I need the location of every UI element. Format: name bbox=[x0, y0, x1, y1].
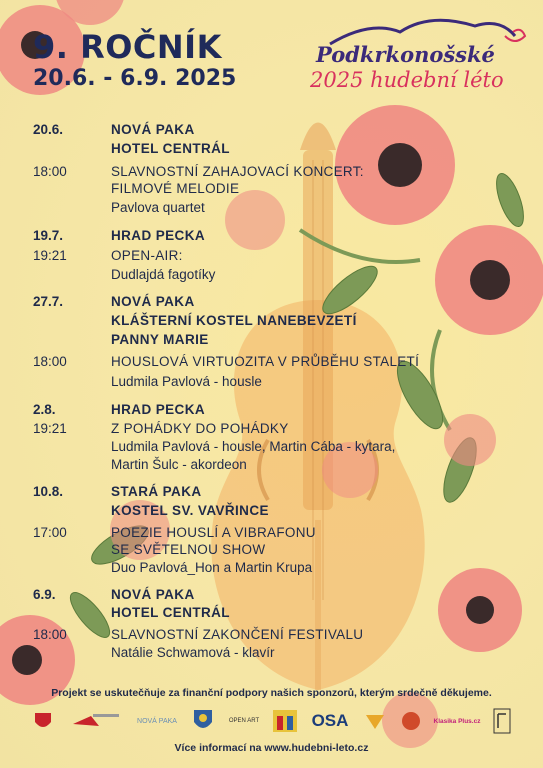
event-program: SLAVNOSTNÍ ZAKONČENÍ FESTIVALU bbox=[111, 627, 364, 642]
event-program: OPEN-AIR: bbox=[111, 248, 183, 263]
red-emblem-logo bbox=[396, 706, 426, 736]
event-date: 20.6. bbox=[33, 122, 64, 137]
event-performer: Dudlajdá fagotíky bbox=[111, 267, 216, 282]
coat-of-arms-logo bbox=[188, 706, 218, 736]
event-date: 10.8. bbox=[33, 484, 64, 499]
event-date: 19.7. bbox=[33, 228, 64, 243]
event-place: KLÁŠTERNÍ KOSTEL NANEBEVZETÍ bbox=[111, 313, 357, 328]
more-info-link[interactable]: Více informací na www.hudebni-leto.cz bbox=[174, 742, 369, 754]
event-place: NOVÁ PAKA bbox=[111, 294, 195, 309]
event-program: SE SVĚTELNOU SHOW bbox=[111, 542, 266, 557]
event-date: 2.8. bbox=[33, 402, 56, 417]
event-place: PANNY MARIE bbox=[111, 332, 209, 347]
yellow-emblem-logo bbox=[360, 706, 390, 736]
castle-logo bbox=[268, 706, 302, 736]
nova-paka-logo: NOVÁ PAKA bbox=[137, 717, 177, 725]
event-place: HOTEL CENTRÁL bbox=[111, 141, 230, 156]
logo-line-1: Podkrkonošské bbox=[316, 42, 495, 67]
event-date: 27.7. bbox=[33, 294, 64, 309]
event-place: KOSTEL SV. VAVŘINCE bbox=[111, 503, 269, 518]
festival-dates: 20.6. - 6.9. 2025 bbox=[33, 66, 237, 91]
event-time: 17:00 bbox=[33, 525, 67, 540]
osa-logo: OSA bbox=[311, 711, 349, 730]
event-performer: Natálie Schwamová - klavír bbox=[111, 645, 275, 660]
event-program: HOUSLOVÁ VIRTUOZITA V PRŮBĚHU STALETÍ bbox=[111, 354, 420, 369]
event-performer: Martin Šulc - akordeon bbox=[111, 457, 247, 472]
event-time: 18:00 bbox=[33, 627, 67, 642]
event-time: 19:21 bbox=[33, 421, 67, 436]
event-place: HRAD PECKA bbox=[111, 402, 206, 417]
event-place: HRAD PECKA bbox=[111, 228, 206, 243]
event-place: NOVÁ PAKA bbox=[111, 587, 195, 602]
event-place: STARÁ PAKA bbox=[111, 484, 202, 499]
event-program: Z POHÁDKY DO POHÁDKY bbox=[111, 421, 289, 436]
ministerstvo-kultury-logo bbox=[28, 706, 58, 736]
event-date: 6.9. bbox=[33, 587, 56, 602]
open-art-logo: OPEN ART bbox=[228, 718, 260, 724]
event-place: NOVÁ PAKA bbox=[111, 122, 195, 137]
event-program: SLAVNOSTNÍ ZAHAJOVACÍ KONCERT: bbox=[111, 164, 364, 179]
festival-logo bbox=[300, 10, 530, 100]
klasika-plus-logo: Klasika Plus.cz bbox=[433, 717, 481, 725]
logo-line-2: 2025 hudební léto bbox=[310, 68, 504, 92]
mf-logo bbox=[490, 706, 514, 736]
sponsor-logos bbox=[28, 706, 518, 740]
event-program: POEZIE HOUSLÍ A VIBRAFONU bbox=[111, 525, 316, 540]
sponsor-thanks: Projekt se uskutečňuje za finanční podpory našich sponzorů, kterým srdečně děkujeme. bbox=[51, 687, 492, 699]
edition-title: 9. ROČNÍK bbox=[33, 28, 222, 66]
event-place: HOTEL CENTRÁL bbox=[111, 605, 230, 620]
event-performer: Ludmila Pavlová - housle, Martin Cába - kytara, bbox=[111, 439, 396, 454]
event-performer: Duo Pavlová_Hon a Martin Krupa bbox=[111, 560, 313, 575]
kralovehradecky-kraj-logo bbox=[66, 706, 126, 736]
event-time: 19:21 bbox=[33, 248, 67, 263]
event-program: FILMOVÉ MELODIE bbox=[111, 181, 240, 196]
event-performer: Pavlova quartet bbox=[111, 200, 205, 215]
event-time: 18:00 bbox=[33, 354, 67, 369]
event-performer: Ludmila Pavlová - housle bbox=[111, 374, 262, 389]
event-time: 18:00 bbox=[33, 164, 67, 179]
